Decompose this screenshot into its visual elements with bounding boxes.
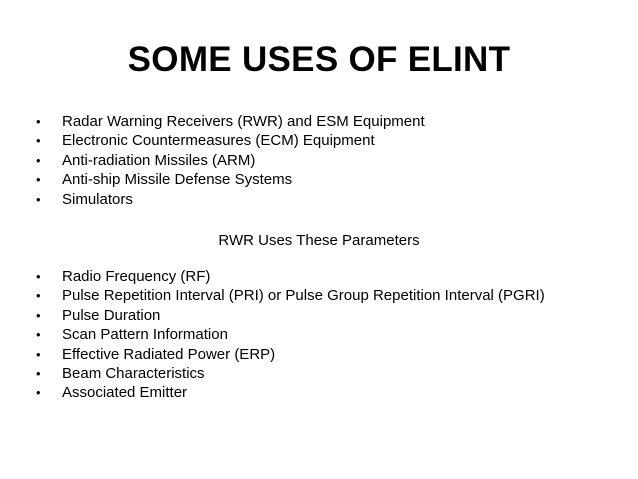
list-item-label: Associated Emitter: [62, 384, 188, 402]
list-item-label: Radio Frequency (RF): [62, 268, 211, 285]
bullet-icon: •: [36, 365, 41, 381]
rwr-parameters-heading: RWR Uses These Parameters: [218, 232, 420, 249]
list-item-label: Anti-radiation Missiles (ARM): [62, 151, 256, 169]
bullet-icon: •: [36, 114, 41, 129]
list-item-label: Radar Warning Receivers (RWR) and ESM Equipment: [62, 113, 425, 130]
list-item-label: Pulse Repetition Interval (PRI) or Pulse Group Repetition Interval (PGRI): [62, 287, 545, 305]
list-item-label: Electronic Countermeasures (ECM) Equipment: [62, 132, 375, 150]
bullet-icon: •: [36, 133, 41, 149]
bullet-icon: •: [36, 269, 41, 284]
bullet-icon: •: [36, 385, 41, 401]
list-item-label: Pulse Duration: [62, 306, 161, 324]
bullet-icon: •: [36, 152, 41, 168]
list-item-label: Simulators: [62, 190, 133, 208]
slide-title: SOME USES OF ELINT: [127, 40, 511, 79]
list-item-label: Beam Characteristics: [62, 364, 205, 382]
bullet-icon: •: [36, 327, 41, 343]
bullet-icon: •: [36, 307, 41, 323]
bullet-icon: •: [36, 346, 41, 362]
bullet-icon: •: [36, 172, 41, 188]
bullet-icon: •: [36, 288, 41, 304]
list-item-label: Effective Radiated Power (ERP): [62, 345, 276, 363]
bullet-icon: •: [36, 191, 41, 207]
list-item-label: Anti-ship Missile Defense Systems: [62, 171, 293, 189]
list-item-label: Scan Pattern Information: [62, 326, 228, 344]
